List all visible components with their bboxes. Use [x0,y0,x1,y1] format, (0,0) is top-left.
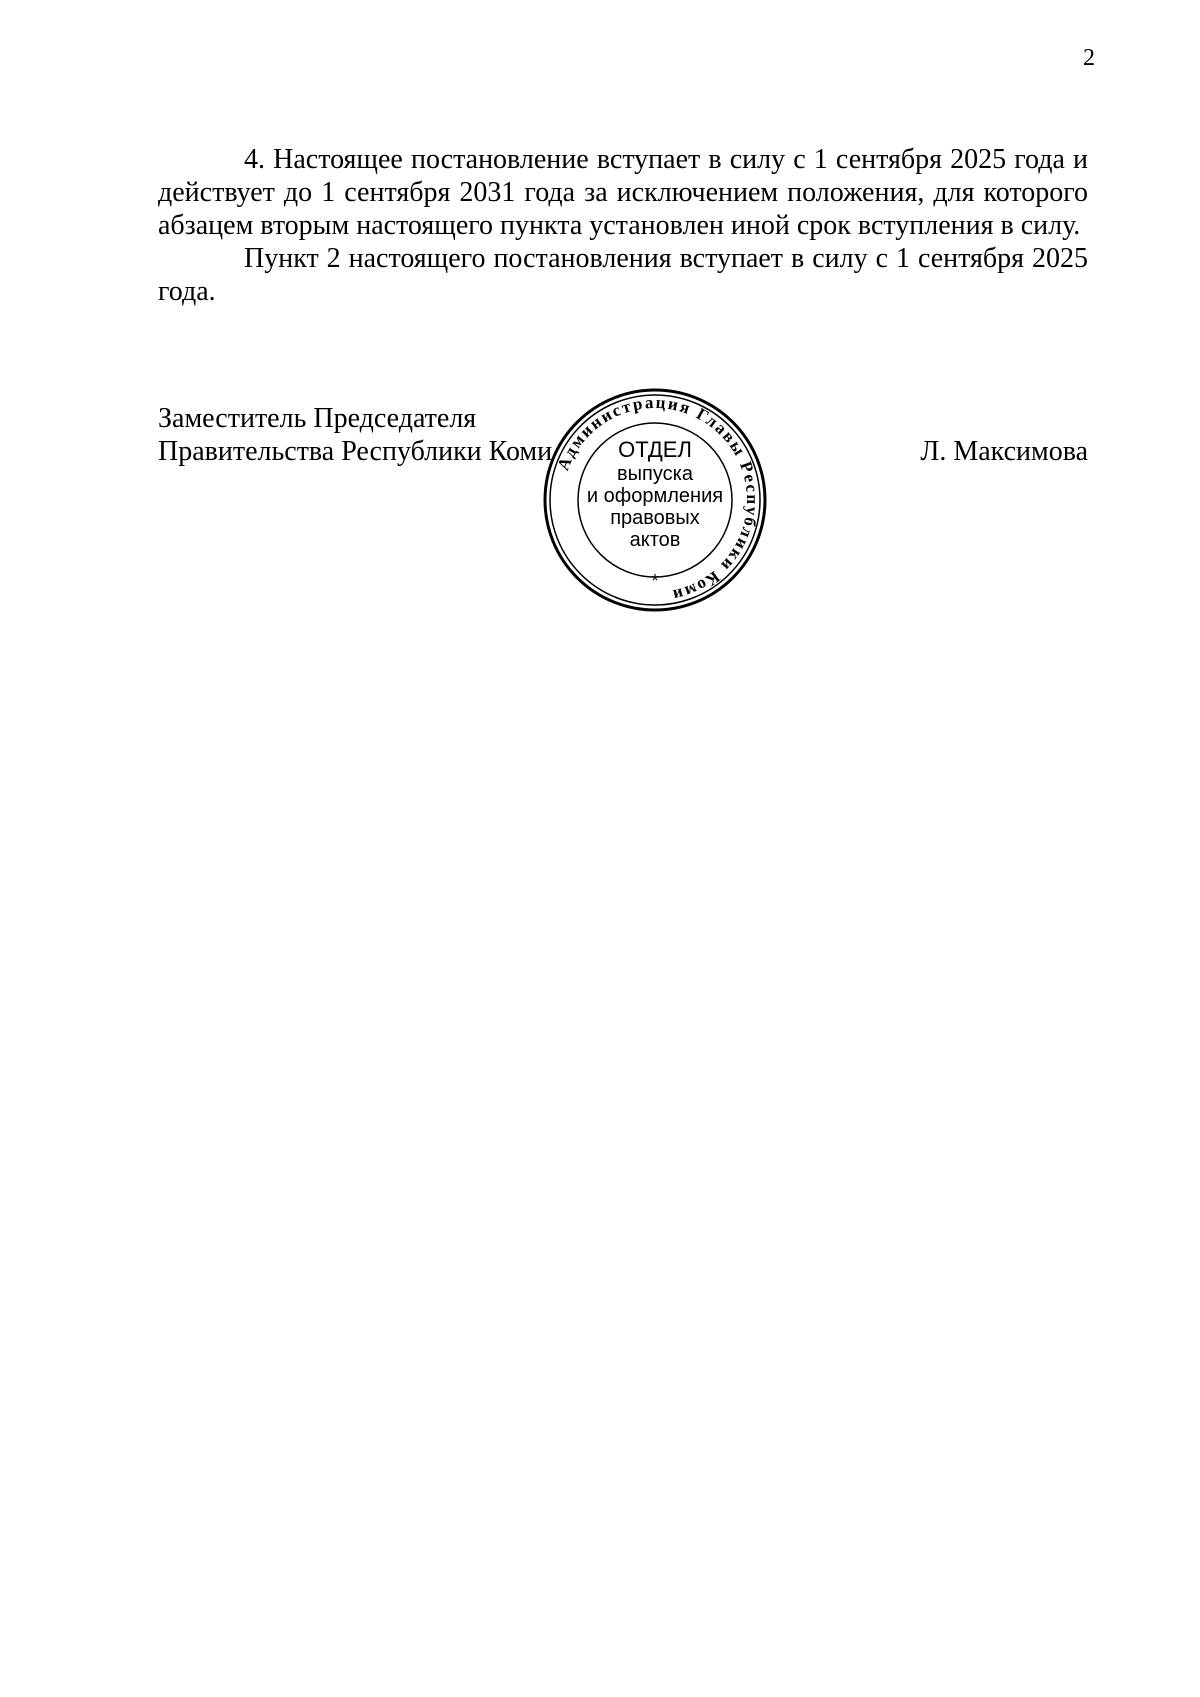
svg-text:Администрация Главы Республики: Администрация Главы Республики Коми [553,392,763,606]
page-number: 2 [1083,45,1095,71]
svg-text:правовых: правовых [610,507,700,529]
document-body [158,143,1088,308]
svg-text:выпуска: выпуска [617,463,693,485]
signer-title-line-1: Заместитель Председателя [158,403,477,434]
svg-text:*: * [651,571,659,591]
svg-text:ОТДЕЛ: ОТДЕЛ [618,437,692,462]
paragraph-point-2: Пункт 2 настоящего постановления вступает в силу с 1 сентября 2025 года. [158,243,1088,307]
stamp-seal-graphic [542,387,768,613]
paragraph-effective-date: 4. Настоящее постановление вступает в силу с 1 сентября 2025 года и действует до 1 сентября 2031 года за исключением положения, для которого абзацем вторым настоящего пункта установлен иной срок вступления в силу. [158,144,1088,241]
svg-text:актов: актов [629,529,681,551]
official-stamp [542,387,768,613]
signer-name: Л. Максимова [920,436,1088,467]
svg-text:и оформления: и оформления [586,485,724,507]
signer-title-line-2: Правительства Республики Коми [158,436,553,467]
